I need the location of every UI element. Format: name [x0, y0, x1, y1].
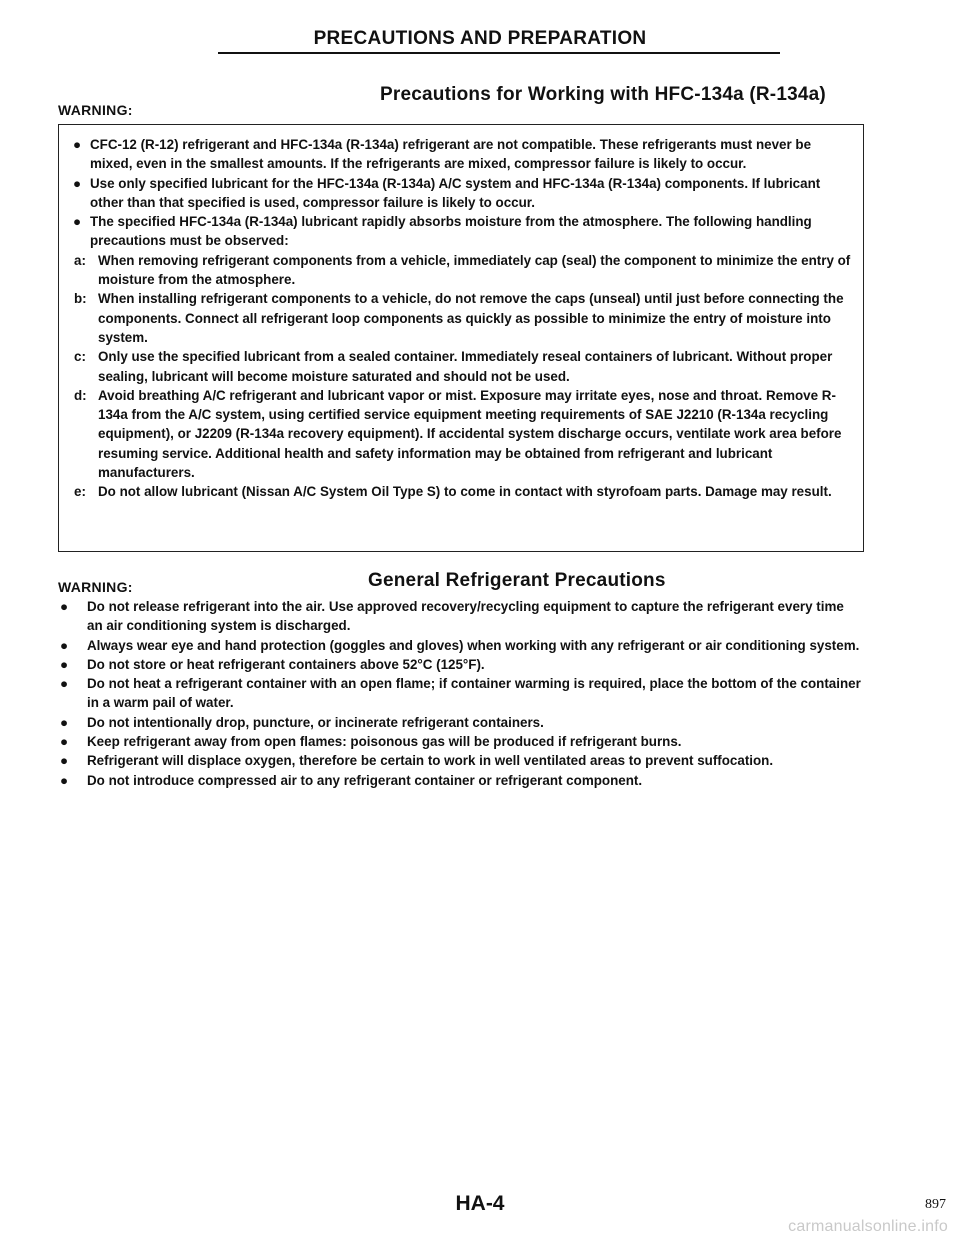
- bullet-text: Use only specified lubricant for the HFC-134a (R-134a) A/C system and HFC-134a (R-134a) components. If lubricant other than that specified is used, compressor failure is likely to occur.: [90, 175, 821, 210]
- handling-precaution-e: [74, 482, 851, 501]
- bullet-icon: ●: [59, 656, 69, 672]
- bullet-icon: ●: [72, 175, 82, 191]
- sub-item-text: Only use the specified lubricant from a sealed container. Immediately reseal containers of lubricant. Without proper sealing, lubricant will become moisture saturated and should not be used.: [98, 349, 833, 384]
- bullet-icon: ●: [59, 772, 69, 788]
- warning-bullet: [69, 212, 851, 251]
- sub-item-letter: e:: [74, 484, 86, 500]
- header-rule: [218, 52, 780, 54]
- sub-item-text: When installing refrigerant components to a vehicle, do not remove the caps (unseal) until just before connecting the components. Connect all refrigerant loop components as quickly as possible to minimize the entry of moisture into system.: [98, 291, 844, 345]
- sub-item-letter: a:: [74, 252, 86, 268]
- section-title-hfc134a: Precautions for Working with HFC-134a (R-134a): [380, 84, 826, 105]
- list-item: [58, 655, 863, 674]
- warning-bullet: [69, 135, 851, 174]
- section-title-general: General Refrigerant Precautions: [368, 570, 666, 591]
- bullet-icon: ●: [59, 676, 69, 692]
- list-item: [58, 674, 863, 713]
- bullet-icon: ●: [59, 753, 69, 769]
- page-header-title: PRECAUTIONS AND PREPARATION: [313, 28, 647, 49]
- warning-label-2: WARNING:: [58, 579, 133, 595]
- handling-precaution-b: [74, 289, 851, 347]
- list-item: [58, 597, 863, 636]
- sub-item-letter: d:: [74, 387, 87, 403]
- warning-box: [58, 124, 864, 552]
- list-item-text: Do not release refrigerant into the air. Use approved recovery/recycling equipment to capture the refrigerant every time an air conditioning system is discharged.: [87, 599, 844, 634]
- handling-precaution-d: [74, 386, 851, 482]
- list-item-text: Do not heat a refrigerant container with an open flame; if container warming is required, place the bottom of the container in a warm pail of water.: [87, 676, 861, 711]
- bullet-icon: ●: [59, 714, 69, 730]
- bullet-text: CFC-12 (R-12) refrigerant and HFC-134a (R-134a) refrigerant are not compatible. These refrigerants must never be mixed, even in the smallest amounts. If the refrigerants are mixed, compressor failure is likely to occur.: [90, 137, 812, 172]
- handling-precaution-c: [74, 347, 851, 386]
- warning-bullet: [69, 174, 851, 213]
- list-item-text: Do not store or heat refrigerant containers above 52°C (125°F).: [87, 656, 485, 672]
- list-item-text: Always wear eye and hand protection (goggles and gloves) when working with any refrigerant or air conditioning system.: [87, 637, 860, 653]
- list-item: [58, 732, 863, 751]
- sub-item-text: Do not allow lubricant (Nissan A/C System Oil Type S) to come in contact with styrofoam parts. Damage may result.: [98, 484, 832, 500]
- list-item-text: Keep refrigerant away from open flames: poisonous gas will be produced if refrigerant burns.: [87, 734, 682, 750]
- warning-box-content: [69, 135, 851, 502]
- bullet-icon: ●: [72, 137, 82, 152]
- warning-label-1: WARNING:: [58, 102, 133, 118]
- list-item: [58, 636, 863, 655]
- list-item: [58, 713, 863, 732]
- bullet-icon: ●: [59, 599, 69, 614]
- sub-item-letter: c:: [74, 349, 86, 365]
- watermark: carmanualsonline.info: [788, 1218, 948, 1235]
- page-code: HA-4: [455, 1192, 505, 1215]
- general-precautions-list: [58, 597, 863, 790]
- bullet-icon: ●: [59, 637, 69, 653]
- bullet-text: The specified HFC-134a (R-134a) lubricant rapidly absorbs moisture from the atmosphere. The following handling precautions must be observed:: [90, 214, 812, 249]
- sub-item-text: When removing refrigerant components from a vehicle, immediately cap (seal) the component to minimize the entry of moisture from the atmosphere.: [98, 252, 851, 288]
- list-item: [58, 751, 863, 770]
- list-item-text: Do not intentionally drop, puncture, or incinerate refrigerant containers.: [87, 714, 544, 730]
- list-item-text: Do not introduce compressed air to any refrigerant container or refrigerant component.: [87, 772, 643, 788]
- list-item-text: Refrigerant will displace oxygen, therefore be certain to work in well ventilated areas to prevent suffocation.: [87, 753, 774, 769]
- bullet-icon: ●: [72, 214, 82, 230]
- list-item: [58, 771, 863, 790]
- sub-item-letter: b:: [74, 291, 87, 307]
- bullet-icon: ●: [59, 734, 69, 750]
- handling-precaution-a: [74, 251, 851, 290]
- sub-item-text: Avoid breathing A/C refrigerant and lubricant vapor or mist. Exposure may irritate eyes, nose and throat. Remove R-134a from the A/C system, using certified service equipment meeting requirements of SAE J2210 (R-134a recycling equipment), or J2209 (R-134a recovery equipment). If accidental system discharge occurs, ventilate work area before resuming service. Additional health and safety information may be obtained from refrigerant and lubricant manufacturers.: [98, 387, 842, 481]
- page-number: 897: [925, 1197, 946, 1212]
